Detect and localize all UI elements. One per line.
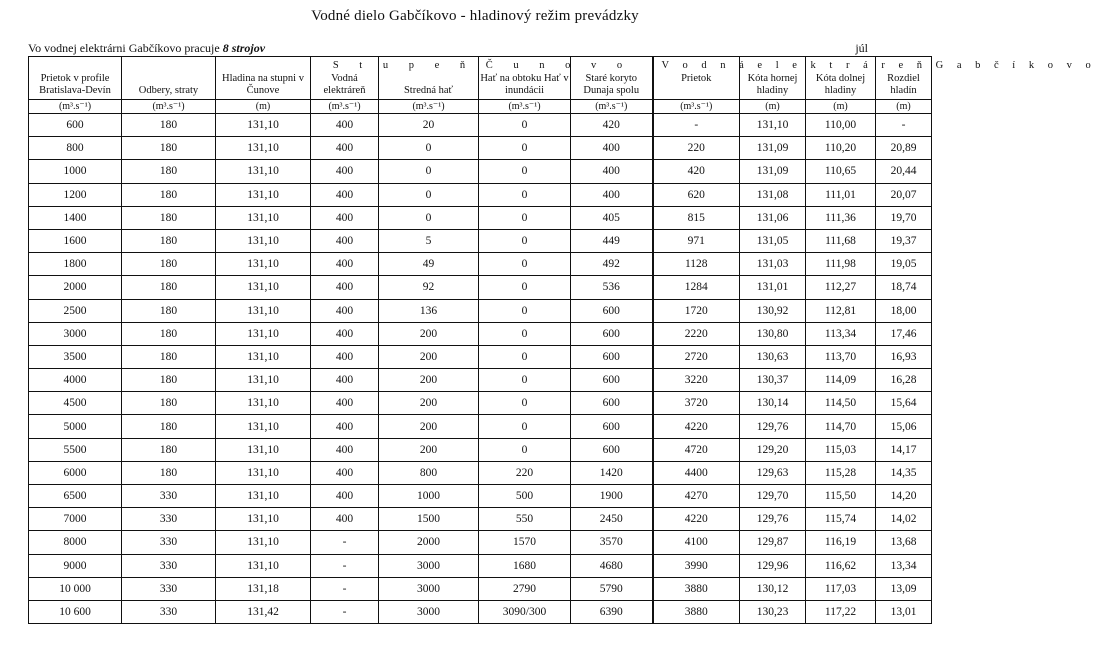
table-cell: 400	[311, 345, 379, 368]
table-cell: 400	[311, 485, 379, 508]
table-cell: 0	[479, 415, 571, 438]
col-header-old-riverbed: Staré koryto Dunaja spolu	[571, 57, 653, 100]
table-cell: 114,09	[806, 369, 876, 392]
table-cell: 10 600	[29, 600, 122, 623]
table-cell: 4000	[29, 369, 122, 392]
table-cell: 330	[122, 508, 216, 531]
table-cell: 180	[122, 206, 216, 229]
table-cell: 1680	[479, 554, 571, 577]
table-cell: 400	[311, 415, 379, 438]
table-cell: 330	[122, 600, 216, 623]
table-cell: 110,65	[806, 160, 876, 183]
table-cell: 400	[311, 299, 379, 322]
table-cell: 7000	[29, 508, 122, 531]
table-cell: 600	[571, 438, 653, 461]
table-row	[29, 114, 932, 137]
table-cell: 180	[122, 345, 216, 368]
table-cell: 1800	[29, 253, 122, 276]
table-row	[29, 461, 932, 484]
group-label-gabcikovo: V o d n á e l e k t r á r e ň G a b č í k o v o	[661, 60, 1096, 71]
operating-note	[28, 41, 933, 56]
table-cell: 8000	[29, 531, 122, 554]
table-cell: 400	[311, 322, 379, 345]
table-cell: 200	[379, 392, 479, 415]
table-cell: 19,05	[876, 253, 932, 276]
table-row	[29, 137, 932, 160]
table-cell: 330	[122, 554, 216, 577]
table-cell: 180	[122, 322, 216, 345]
table-cell: 0	[379, 206, 479, 229]
table-cell: 330	[122, 531, 216, 554]
table-cell: 130,12	[740, 577, 806, 600]
table-row	[29, 508, 932, 531]
table-cell: 2000	[29, 276, 122, 299]
table-cell: 130,63	[740, 345, 806, 368]
table-row	[29, 485, 932, 508]
table-cell: 18,00	[876, 299, 932, 322]
unit-cell: (m)	[216, 100, 311, 114]
table-cell: 0	[379, 183, 479, 206]
group-label-cunovo: S t u p e ň Č u n o v o	[332, 60, 632, 71]
table-cell: 3880	[653, 577, 740, 600]
table-cell: 20,07	[876, 183, 932, 206]
unit-cell: (m³.s⁻¹)	[571, 100, 653, 114]
table-cell: 0	[479, 438, 571, 461]
unit-cell: (m³.s⁻¹)	[653, 100, 740, 114]
table-body	[29, 114, 932, 624]
table-cell: 3000	[379, 577, 479, 600]
table-cell: 131,10	[216, 299, 311, 322]
table-cell: 129,87	[740, 531, 806, 554]
table-cell: 200	[379, 438, 479, 461]
table-cell: 130,37	[740, 369, 806, 392]
table-cell: 3570	[571, 531, 653, 554]
table-cell: 180	[122, 415, 216, 438]
table-cell: 4100	[653, 531, 740, 554]
table-cell: 550	[479, 508, 571, 531]
table-cell: 400	[311, 114, 379, 137]
table-cell: -	[653, 114, 740, 137]
table-cell: 115,28	[806, 461, 876, 484]
table-cell: 131,03	[740, 253, 806, 276]
table-cell: 400	[311, 253, 379, 276]
table-cell: 0	[479, 276, 571, 299]
table-cell: 2500	[29, 299, 122, 322]
table-cell: 116,62	[806, 554, 876, 577]
table-cell: 0	[379, 160, 479, 183]
table-cell: -	[311, 600, 379, 623]
table-cell: 131,10	[216, 369, 311, 392]
table-cell: 3090/300	[479, 600, 571, 623]
table-cell: 131,10	[216, 531, 311, 554]
table-cell: 400	[311, 438, 379, 461]
table-cell: 4400	[653, 461, 740, 484]
table-cell: 180	[122, 183, 216, 206]
table-cell: 13,01	[876, 600, 932, 623]
table-cell: 131,09	[740, 160, 806, 183]
table-row	[29, 183, 932, 206]
table-cell: 0	[479, 345, 571, 368]
table-cell: 112,27	[806, 276, 876, 299]
table-cell: 400	[311, 183, 379, 206]
table-cell: 3990	[653, 554, 740, 577]
table-cell: 1720	[653, 299, 740, 322]
table-cell: 400	[571, 137, 653, 160]
table-cell: 500	[479, 485, 571, 508]
table-cell: 1128	[653, 253, 740, 276]
table-cell: 180	[122, 369, 216, 392]
table-cell: 112,81	[806, 299, 876, 322]
table-cell: 1570	[479, 531, 571, 554]
table-cell: 15,06	[876, 415, 932, 438]
unit-cell: (m³.s⁻¹)	[29, 100, 122, 114]
table-cell: 115,03	[806, 438, 876, 461]
table-cell: 92	[379, 276, 479, 299]
table-cell: 10 000	[29, 577, 122, 600]
table-cell: 800	[29, 137, 122, 160]
table-cell: 1284	[653, 276, 740, 299]
table-cell: 405	[571, 206, 653, 229]
table-cell: 200	[379, 322, 479, 345]
unit-cell: (m³.s⁻¹)	[122, 100, 216, 114]
table-cell: 180	[122, 299, 216, 322]
table-cell: 0	[479, 229, 571, 252]
table-cell: 129,20	[740, 438, 806, 461]
table-cell: 3000	[379, 554, 479, 577]
table-row	[29, 160, 932, 183]
table-cell: 17,46	[876, 322, 932, 345]
table-cell: 200	[379, 415, 479, 438]
table-cell: 600	[29, 114, 122, 137]
table-cell: 0	[479, 114, 571, 137]
table-cell: 180	[122, 253, 216, 276]
table-cell: 131,10	[216, 160, 311, 183]
table-cell: 600	[571, 392, 653, 415]
table-cell: 111,68	[806, 229, 876, 252]
table-cell: 3220	[653, 369, 740, 392]
table-cell: 5000	[29, 415, 122, 438]
table-cell: 400	[311, 229, 379, 252]
table-cell: 111,98	[806, 253, 876, 276]
table-cell: 6000	[29, 461, 122, 484]
table-cell: 180	[122, 392, 216, 415]
table-cell: 131,01	[740, 276, 806, 299]
table-cell: 131,10	[216, 485, 311, 508]
table-cell: 129,76	[740, 415, 806, 438]
table-cell: 14,17	[876, 438, 932, 461]
table-cell: 18,74	[876, 276, 932, 299]
col-header-withdrawals: Odbery, straty	[122, 57, 216, 100]
table-cell: 1000	[379, 485, 479, 508]
table-row	[29, 253, 932, 276]
table-cell: 117,22	[806, 600, 876, 623]
table-cell: 9000	[29, 554, 122, 577]
table-cell: 131,05	[740, 229, 806, 252]
table-cell: 110,20	[806, 137, 876, 160]
table-cell: 220	[479, 461, 571, 484]
table-cell: 113,70	[806, 345, 876, 368]
unit-cell: (m³.s⁻¹)	[311, 100, 379, 114]
table-cell: 5790	[571, 577, 653, 600]
table-cell: 14,02	[876, 508, 932, 531]
table-row	[29, 276, 932, 299]
table-cell: 14,35	[876, 461, 932, 484]
table-cell: 111,01	[806, 183, 876, 206]
table-row	[29, 369, 932, 392]
table-cell: 6390	[571, 600, 653, 623]
table-cell: 1400	[29, 206, 122, 229]
note-machines: 8 strojov	[222, 41, 266, 55]
month-label: júl	[855, 41, 868, 55]
unit-cell: (m³.s⁻¹)	[479, 100, 571, 114]
table-cell: -	[311, 577, 379, 600]
table-cell: 2790	[479, 577, 571, 600]
table-cell: 0	[479, 299, 571, 322]
table-cell: 130,92	[740, 299, 806, 322]
table-cell: 131,10	[216, 183, 311, 206]
table-cell: 13,09	[876, 577, 932, 600]
table-cell: 220	[653, 137, 740, 160]
table-cell: 2220	[653, 322, 740, 345]
table-cell: 0	[479, 369, 571, 392]
table-row	[29, 206, 932, 229]
col-header-level-cunovo: Hladina na stupni v Čunove	[216, 57, 311, 100]
table-cell: 129,70	[740, 485, 806, 508]
table-cell: 131,42	[216, 600, 311, 623]
table-cell: 131,08	[740, 183, 806, 206]
col-header-power-plant-label: Vodná elektráreň	[323, 73, 366, 96]
table-cell: 400	[571, 160, 653, 183]
table-cell: 131,10	[216, 345, 311, 368]
table-cell: 200	[379, 369, 479, 392]
table-cell: 13,68	[876, 531, 932, 554]
table-row	[29, 299, 932, 322]
table-cell: 4220	[653, 415, 740, 438]
table-cell: 6500	[29, 485, 122, 508]
table-row	[29, 345, 932, 368]
table-cell: 115,50	[806, 485, 876, 508]
table-cell: 131,10	[216, 554, 311, 577]
col-header-middle-weir: Stredná hať	[379, 57, 479, 100]
table-cell: 131,06	[740, 206, 806, 229]
unit-cell: (m)	[806, 100, 876, 114]
table-cell: 131,10	[216, 253, 311, 276]
table-cell: 131,10	[216, 229, 311, 252]
table-cell: 16,28	[876, 369, 932, 392]
table-row	[29, 577, 932, 600]
table-cell: 49	[379, 253, 479, 276]
table-cell: 330	[122, 485, 216, 508]
units-row	[29, 100, 932, 114]
table-cell: 420	[571, 114, 653, 137]
table-cell: 400	[571, 183, 653, 206]
table-cell: 20	[379, 114, 479, 137]
table-cell: 400	[311, 206, 379, 229]
table-cell: 131,10	[216, 276, 311, 299]
table-cell: -	[876, 114, 932, 137]
table-cell: 180	[122, 114, 216, 137]
table-cell: 4220	[653, 508, 740, 531]
table-cell: 3000	[379, 600, 479, 623]
header-row	[29, 57, 932, 100]
table-cell: 400	[311, 160, 379, 183]
table-cell: 1000	[29, 160, 122, 183]
table-cell: 14,20	[876, 485, 932, 508]
table-cell: 131,10	[216, 322, 311, 345]
table-cell: 0	[479, 392, 571, 415]
table-cell: 1600	[29, 229, 122, 252]
table-cell: 0	[379, 137, 479, 160]
table-cell: 114,50	[806, 392, 876, 415]
table-cell: 600	[571, 369, 653, 392]
table-cell: 131,10	[216, 461, 311, 484]
table-cell: 0	[479, 183, 571, 206]
table-cell: 111,36	[806, 206, 876, 229]
table-cell: 449	[571, 229, 653, 252]
table-cell: 400	[311, 276, 379, 299]
table-cell: 0	[479, 322, 571, 345]
table-cell: 131,10	[216, 415, 311, 438]
table-cell: 180	[122, 137, 216, 160]
table-cell: 180	[122, 461, 216, 484]
table-row	[29, 438, 932, 461]
table-row	[29, 600, 932, 623]
table-cell: 400	[311, 508, 379, 531]
table-cell: 131,10	[216, 508, 311, 531]
table-cell: 13,34	[876, 554, 932, 577]
table-cell: 20,44	[876, 160, 932, 183]
col-header-level-difference: Rozdiel hladín	[876, 57, 932, 100]
table-cell: 131,10	[216, 438, 311, 461]
table-cell: 131,09	[740, 137, 806, 160]
table-cell: 117,03	[806, 577, 876, 600]
table-cell: 536	[571, 276, 653, 299]
table-cell: 113,34	[806, 322, 876, 345]
table-cell: 400	[311, 137, 379, 160]
table-cell: 4680	[571, 554, 653, 577]
table-cell: 620	[653, 183, 740, 206]
table-cell: 180	[122, 160, 216, 183]
table-cell: 19,37	[876, 229, 932, 252]
table-cell: 600	[571, 299, 653, 322]
table-cell: 116,19	[806, 531, 876, 554]
col-header-upper-level: Kóta hornej hladiny	[740, 57, 806, 100]
table-row	[29, 229, 932, 252]
table-cell: 492	[571, 253, 653, 276]
table-cell: 131,10	[216, 137, 311, 160]
table-cell: 200	[379, 345, 479, 368]
table-cell: 800	[379, 461, 479, 484]
table-cell: 131,10	[216, 392, 311, 415]
table-cell: 0	[479, 206, 571, 229]
table-cell: 131,10	[216, 114, 311, 137]
table-cell: 129,96	[740, 554, 806, 577]
table-cell: 400	[311, 461, 379, 484]
table-cell: 180	[122, 438, 216, 461]
table-cell: 0	[479, 137, 571, 160]
table-cell: 136	[379, 299, 479, 322]
table-cell: 114,70	[806, 415, 876, 438]
operation-table	[28, 56, 1096, 624]
table-cell: 0	[479, 160, 571, 183]
table-cell: 971	[653, 229, 740, 252]
table-cell: 5500	[29, 438, 122, 461]
table-cell: 131,10	[740, 114, 806, 137]
col-header-inflow: Prietok v profile Bratislava-Devín	[29, 57, 122, 100]
table-cell: -	[311, 531, 379, 554]
col-header-flow-label: Prietok	[681, 73, 712, 84]
table-cell: 330	[122, 577, 216, 600]
col-header-lower-level: Kóta dolnej hladiny	[806, 57, 876, 100]
table-row	[29, 322, 932, 345]
unit-cell: (m³.s⁻¹)	[379, 100, 479, 114]
table-cell: 2720	[653, 345, 740, 368]
table-cell: 19,70	[876, 206, 932, 229]
table-cell: 3880	[653, 600, 740, 623]
table-cell: 115,74	[806, 508, 876, 531]
table-cell: 131,10	[216, 206, 311, 229]
table-row	[29, 554, 932, 577]
table-cell: 129,76	[740, 508, 806, 531]
table-cell: 815	[653, 206, 740, 229]
note-text: Vo vodnej elektrárni Gabčíkovo pracuje	[28, 41, 220, 55]
table-cell: 129,63	[740, 461, 806, 484]
table-cell: 4500	[29, 392, 122, 415]
table-cell: 130,80	[740, 322, 806, 345]
table-cell: 400	[311, 392, 379, 415]
col-header-bypass-weir: Hať na obtoku Hať v inundácii	[479, 57, 571, 100]
table-cell: 130,14	[740, 392, 806, 415]
table-cell: 5	[379, 229, 479, 252]
document-title: Vodné dielo Gabčíkovo - hladinový režim prevádzky	[311, 8, 639, 24]
table-cell: 400	[311, 369, 379, 392]
table-cell: 600	[571, 322, 653, 345]
table-cell: 110,00	[806, 114, 876, 137]
table-cell: 1900	[571, 485, 653, 508]
table-row	[29, 392, 932, 415]
table-cell: 3000	[29, 322, 122, 345]
table-cell: 600	[571, 415, 653, 438]
unit-cell: (m)	[876, 100, 932, 114]
table-cell: 131,18	[216, 577, 311, 600]
table-cell: 4270	[653, 485, 740, 508]
table-cell: 1500	[379, 508, 479, 531]
table-cell: 0	[479, 253, 571, 276]
table-cell: 180	[122, 276, 216, 299]
table-row	[29, 415, 932, 438]
table-cell: -	[311, 554, 379, 577]
table-cell: 2000	[379, 531, 479, 554]
table-cell: 180	[122, 229, 216, 252]
table-cell: 3500	[29, 345, 122, 368]
table-cell: 600	[571, 345, 653, 368]
table-cell: 3720	[653, 392, 740, 415]
table-cell: 1200	[29, 183, 122, 206]
table-cell: 4720	[653, 438, 740, 461]
table-cell: 2450	[571, 508, 653, 531]
table-cell: 1420	[571, 461, 653, 484]
table-cell: 420	[653, 160, 740, 183]
table-cell: 130,23	[740, 600, 806, 623]
table-cell: 15,64	[876, 392, 932, 415]
table-cell: 20,89	[876, 137, 932, 160]
unit-cell: (m)	[740, 100, 806, 114]
table-row	[29, 531, 932, 554]
table-cell: 16,93	[876, 345, 932, 368]
